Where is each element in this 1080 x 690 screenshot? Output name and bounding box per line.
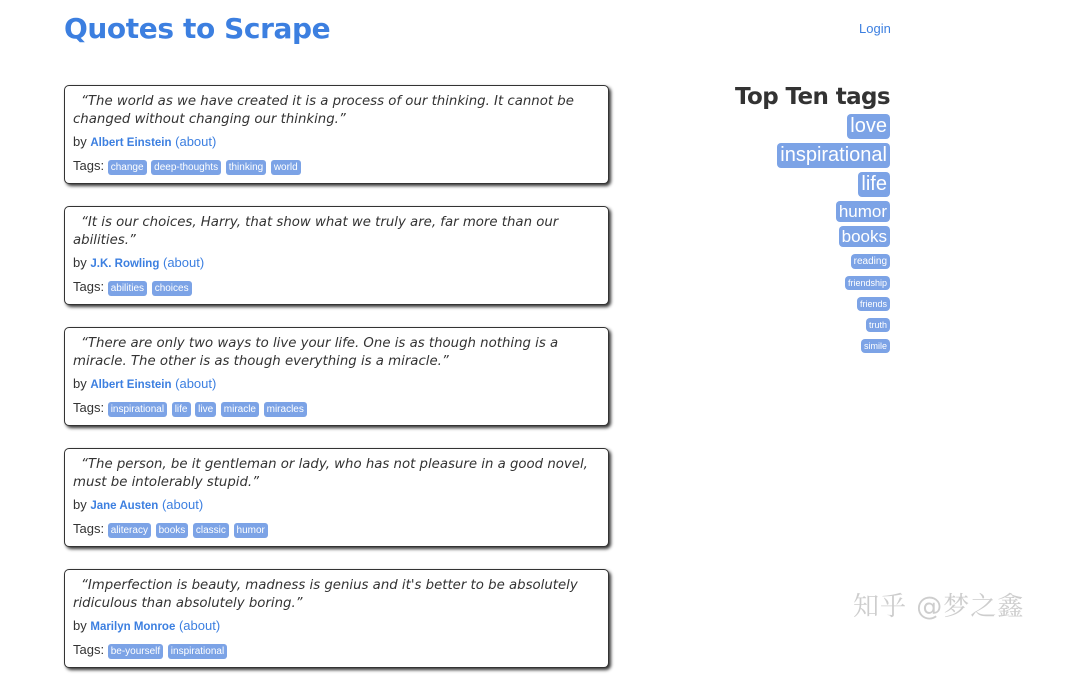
top-tag-simile[interactable]: simile [861, 339, 890, 353]
quote-card [64, 206, 609, 305]
quote-tags [73, 520, 600, 538]
top-tag-books[interactable]: books [839, 226, 890, 247]
quote-text: “The person, be it gentleman or lady, who has not pleasure in a good novel, must be intolerably stupid.” [73, 457, 588, 490]
about-link[interactable]: (about) [161, 497, 204, 512]
tag-link[interactable]: world [271, 160, 301, 175]
quote-author: Albert Einstein [90, 137, 172, 149]
login-link[interactable]: Login [859, 21, 891, 36]
tag-link[interactable]: live [195, 402, 216, 417]
tag-link[interactable]: inspirational [168, 644, 227, 659]
tags-label: Tags: [73, 158, 105, 173]
top-tag-reading[interactable]: reading [851, 254, 890, 269]
about-link[interactable]: (about) [178, 618, 221, 633]
tag-link[interactable]: classic [193, 523, 229, 538]
top-tags-title: Top Ten tags [735, 84, 890, 110]
quote-tags [73, 278, 600, 296]
tags-label: Tags: [73, 642, 105, 657]
top-tags-panel [700, 84, 890, 357]
by-label: by [73, 618, 87, 633]
quote-text: “There are only two ways to live your life. One is as though nothing is a miracle. The other is as though everything is a miracle.” [73, 336, 559, 369]
about-link[interactable]: (about) [175, 134, 217, 149]
tags-label: Tags: [73, 400, 105, 415]
quote-author: J.K. Rowling [90, 258, 160, 270]
quote-card [64, 448, 609, 547]
tag-link[interactable]: inspirational [108, 402, 167, 417]
quote-list [64, 85, 609, 690]
quote-tags [73, 399, 600, 417]
quote-byline [73, 496, 600, 515]
quote-author: Albert Einstein [90, 379, 172, 391]
by-label: by [73, 497, 87, 512]
quote-text: “Imperfection is beauty, madness is genius and it's better to be absolutely ridiculous than absolutely boring.” [73, 578, 578, 611]
tag-link[interactable]: be-yourself [108, 644, 163, 659]
watermark: 知乎 @梦之鑫 [853, 592, 1025, 622]
quote-card [64, 569, 609, 668]
tag-link[interactable]: change [108, 160, 147, 175]
tag-link[interactable]: choices [152, 281, 192, 296]
tags-label: Tags: [73, 279, 105, 294]
quote-author: Jane Austen [90, 500, 159, 512]
top-tag-friends[interactable]: friends [857, 297, 890, 311]
tag-link[interactable]: aliteracy [108, 523, 151, 538]
tag-link[interactable]: humor [234, 523, 268, 538]
quote-text: “It is our choices, Harry, that show what we truly are, far more than our abilities.” [73, 215, 559, 248]
tag-link[interactable]: abilities [108, 281, 147, 296]
by-label: by [73, 255, 87, 270]
top-tag-friendship[interactable]: friendship [845, 276, 890, 290]
quote-byline [73, 133, 600, 152]
quote-text: “The world as we have created it is a process of our thinking. It cannot be changed without changing our thinking.” [73, 94, 574, 127]
top-tag-humor[interactable]: humor [836, 201, 890, 222]
tag-link[interactable]: thinking [226, 160, 266, 175]
quote-byline [73, 254, 600, 273]
by-label: by [73, 376, 87, 391]
tag-link[interactable]: life [172, 402, 191, 417]
quote-tags [73, 641, 600, 659]
top-tag-inspirational[interactable]: inspirational [777, 143, 890, 168]
quote-card [64, 327, 609, 426]
site-title[interactable]: Quotes to Scrape [64, 12, 331, 45]
tag-link[interactable]: miracle [221, 402, 259, 417]
about-link[interactable]: (about) [175, 376, 217, 391]
tag-link[interactable]: books [156, 523, 189, 538]
top-tag-life[interactable]: life [858, 172, 890, 197]
quote-byline [73, 617, 600, 636]
quote-author: Marilyn Monroe [90, 621, 176, 633]
about-link[interactable]: (about) [162, 255, 205, 270]
top-tag-love[interactable]: love [847, 114, 890, 139]
tag-link[interactable]: miracles [264, 402, 307, 417]
quote-card [64, 85, 609, 184]
tag-link[interactable]: deep-thoughts [151, 160, 221, 175]
quote-tags [73, 157, 600, 175]
by-label: by [73, 134, 87, 149]
top-tag-truth[interactable]: truth [866, 318, 890, 332]
quote-byline [73, 375, 600, 394]
tags-label: Tags: [73, 521, 105, 536]
